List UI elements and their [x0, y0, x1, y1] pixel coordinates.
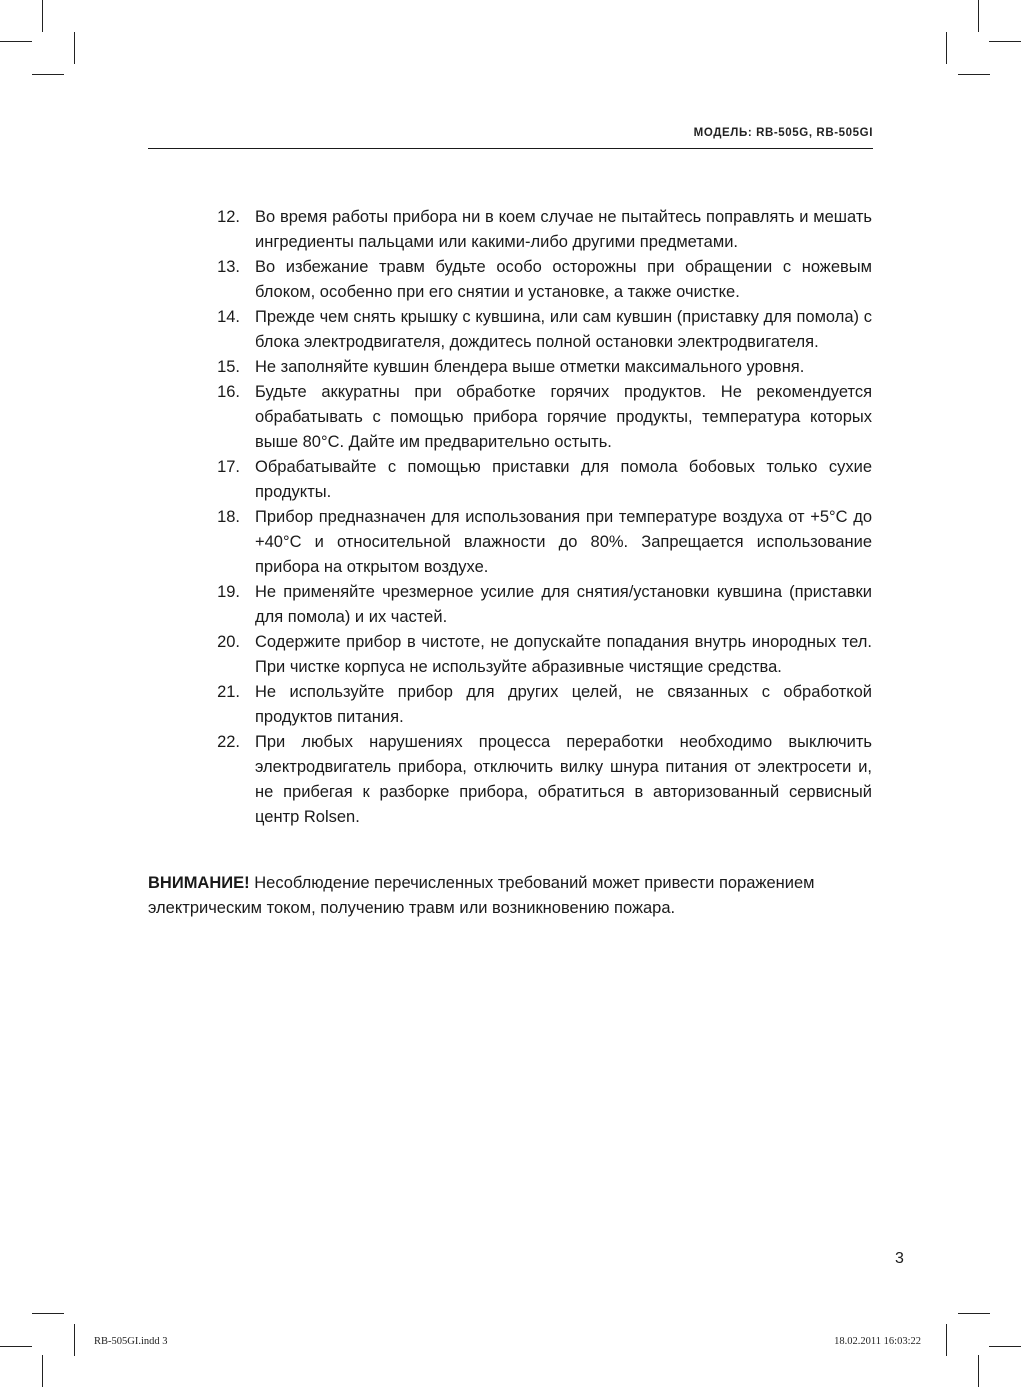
- list-item: [200, 255, 872, 305]
- safety-list: [200, 205, 872, 830]
- crop-mark: [0, 41, 32, 42]
- list-item: [200, 505, 872, 580]
- crop-mark: [32, 74, 64, 75]
- warning-paragraph: [148, 871, 838, 921]
- crop-mark: [978, 0, 979, 32]
- list-item: [200, 380, 872, 455]
- slug-datetime: 18.02.2011 16:03:22: [834, 1336, 921, 1347]
- header-divider: [148, 148, 873, 149]
- item-number: 21.: [217, 683, 240, 701]
- item-text: При любых нарушениях процесса переработки необходимо выключить электродвигатель прибора, отключить вилку шнура питания от электросети и, не прибегая к разборке прибора, обратиться в авторизованный сервисный центр Rolsen.: [255, 733, 872, 826]
- warning-text: Несоблюдение перечисленных требований может привести поражением электрическим током, получению травм или возникновению пожара.: [148, 873, 815, 917]
- item-text: Будьте аккуратны при обработке горячих продуктов. Не рекомендуется обрабатывать с помощью прибора горячие продукты, температура которых выше 80°С. Дайте им предварительно остыть.: [255, 383, 872, 451]
- item-number: 17.: [217, 458, 240, 476]
- crop-mark: [42, 1355, 43, 1387]
- item-text: Прибор предназначен для использования при температуре воздуха от +5°С до +40°С и относительной влажности до 80%. Запрещается использование прибора на открытом воздухе.: [255, 508, 872, 576]
- crop-mark: [989, 41, 1021, 42]
- item-number: 18.: [217, 508, 240, 526]
- crop-mark: [958, 1313, 990, 1314]
- item-text: Во время работы прибора ни в коем случае не пытайтесь поправлять и мешать ингредиенты пальцами или какими-либо другими предметами.: [255, 208, 872, 251]
- warning-label: ВНИМАНИЕ!: [148, 873, 250, 892]
- crop-mark: [74, 1324, 75, 1356]
- item-number: 14.: [217, 308, 240, 326]
- item-text: Во избежание травм будьте особо осторожны при обращении с ножевым блоком, особенно при его снятии и установке, а также очистке.: [255, 258, 872, 301]
- item-number: 12.: [217, 208, 240, 226]
- list-item: [200, 630, 872, 680]
- list-item: [200, 455, 872, 505]
- crop-mark: [0, 1346, 32, 1347]
- list-item: [200, 205, 872, 255]
- item-number: 13.: [217, 258, 240, 276]
- item-text: Содержите прибор в чистоте, не допускайте попадания внутрь инородных тел. При чистке корпуса не используйте абразивные чистящие средства.: [255, 633, 872, 676]
- crop-mark: [978, 1355, 979, 1387]
- item-text: Обрабатывайте с помощью приставки для помола бобовых только сухие продукты.: [255, 458, 872, 501]
- crop-mark: [74, 32, 75, 64]
- item-number: 15.: [217, 358, 240, 376]
- page-number: 3: [895, 1250, 904, 1267]
- crop-mark: [958, 74, 990, 75]
- item-text: Прежде чем снять крышку с кувшина, или сам кувшин (приставку для помола) с блока электродвигателя, дождитесь полной остановки электродвигателя.: [255, 308, 872, 351]
- item-number: 20.: [217, 633, 240, 651]
- slug-file-name: RB-505GI.indd 3: [94, 1336, 168, 1347]
- item-text: Не используйте прибор для других целей, не связанных с обработкой продуктов питания.: [255, 683, 872, 726]
- item-number: 16.: [217, 383, 240, 401]
- item-text: Не применяйте чрезмерное усилие для снятия/установки кувшина (приставки для помола) и их частей.: [255, 583, 872, 626]
- crop-mark: [42, 0, 43, 32]
- item-number: 19.: [217, 583, 240, 601]
- item-number: 22.: [217, 733, 240, 751]
- list-item: [200, 305, 872, 355]
- list-item: [200, 730, 872, 830]
- list-item: [200, 580, 872, 630]
- crop-mark: [989, 1346, 1021, 1347]
- crop-mark: [946, 32, 947, 64]
- item-text: Не заполняйте кувшин блендера выше отметки максимального уровня.: [255, 358, 805, 376]
- header-model: МОДЕЛЬ: RB-505G, RB-505GI: [693, 127, 873, 139]
- list-item: [200, 355, 872, 380]
- list-item: [200, 680, 872, 730]
- crop-mark: [946, 1324, 947, 1356]
- crop-mark: [32, 1313, 64, 1314]
